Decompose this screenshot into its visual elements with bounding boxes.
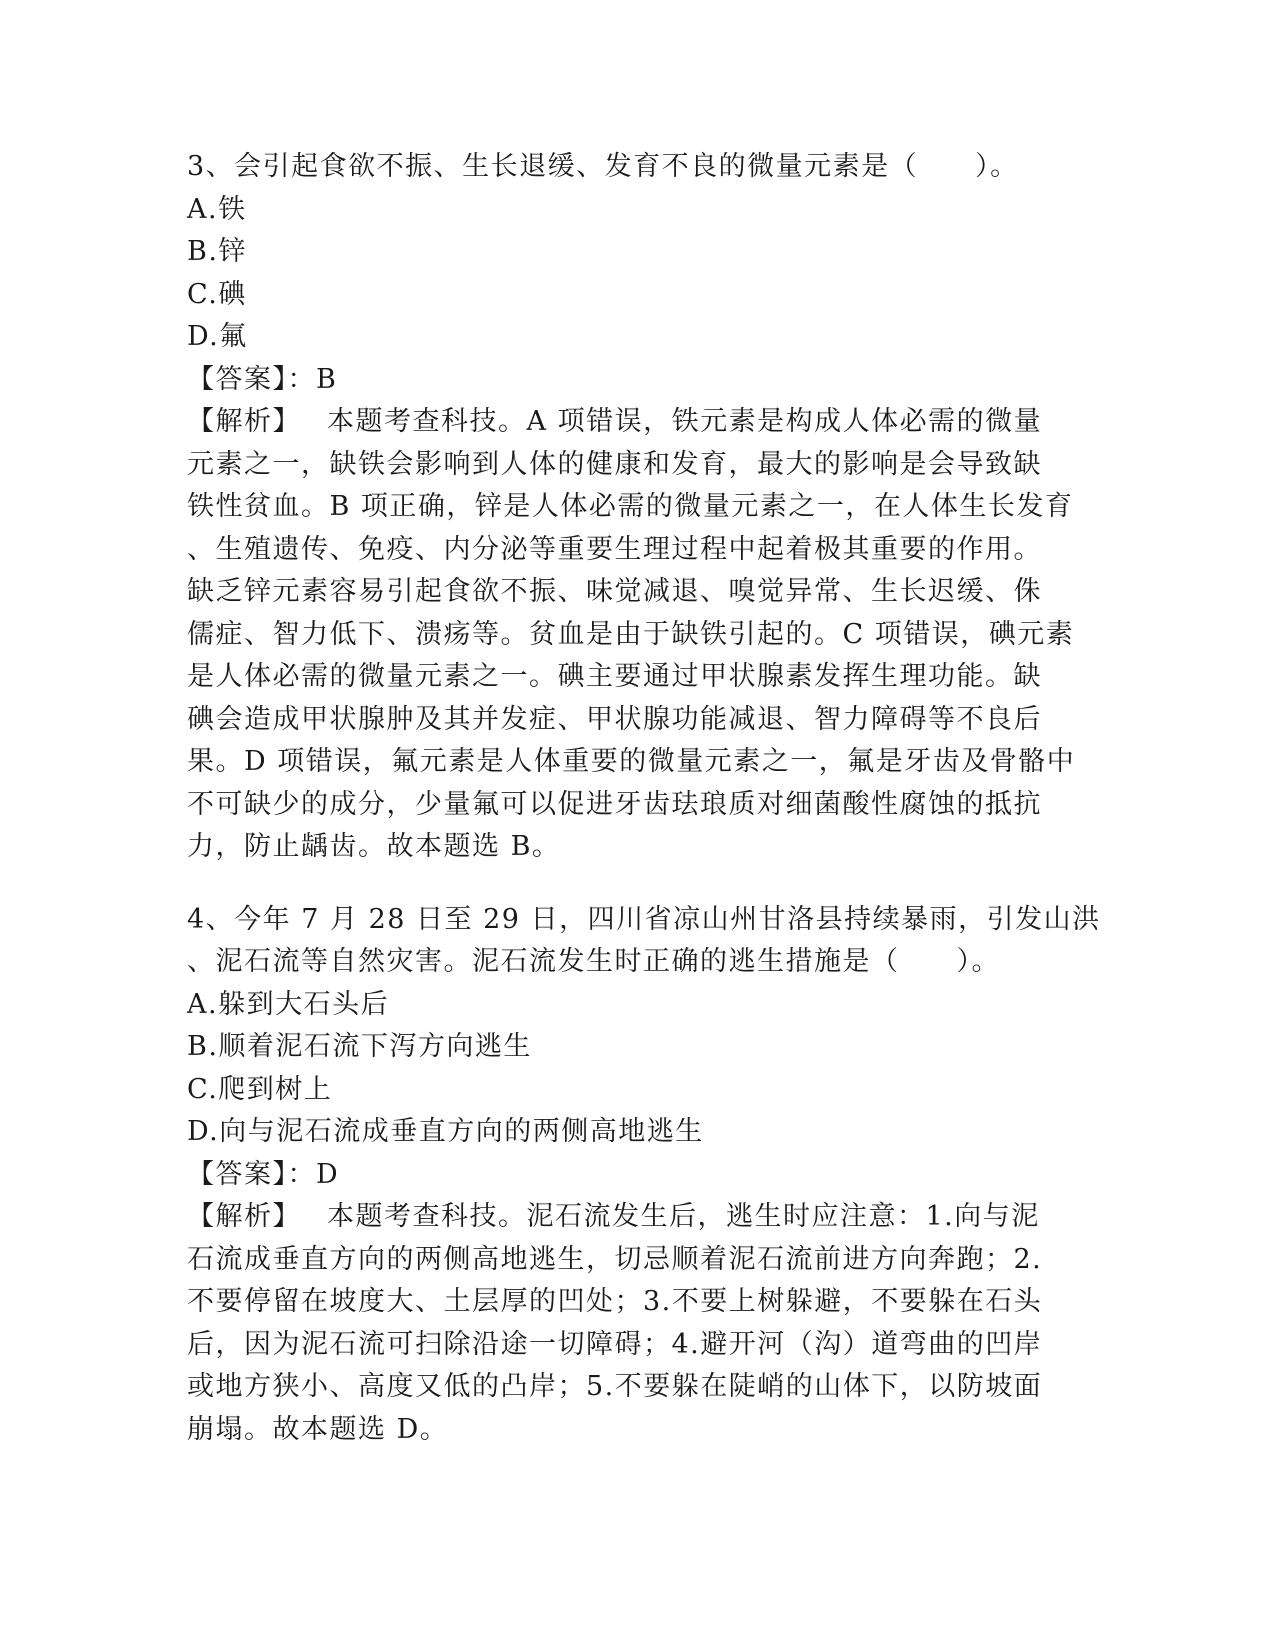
- analysis-line: 石流成垂直方向的两侧高地逃生，切忌顺着泥石流前进方向奔跑；2.: [187, 1243, 1043, 1275]
- question-stem: 3、会引起食欲不振、生长退缓、发育不良的微量元素是（ ）。: [187, 151, 1019, 182]
- option-a: A.铁: [187, 193, 247, 225]
- analysis-line: 力，防止龋齿。故本题选 B。: [187, 831, 561, 862]
- question-stem: 、泥石流等自然灾害。泥石流发生时正确的逃生措施是（ ）。: [187, 946, 1000, 977]
- question-3: [187, 146, 1087, 869]
- analysis-text: 本题考查科技。A 项错误，铁元素是构成人体必需的微量: [327, 406, 1043, 437]
- analysis-line: 不要停留在坡度大、土层厚的凹处；3.不要上树躲避，不要躲在石头: [187, 1286, 1043, 1317]
- answer-line: [187, 1154, 1087, 1197]
- analysis-line: 、生殖遗传、免疫、内分泌等重要生理过程中起着极其重要的作用。: [187, 533, 1042, 565]
- analysis-line: 后，因为泥石流可扫除沿途一切障碍；4.避开河（沟）道弯曲的凹岸: [187, 1328, 1043, 1360]
- analysis-line: 果。D 项错误，氟元素是人体重要的微量元素之一，氟是牙齿及骨骼中: [187, 746, 1076, 777]
- question-stem: 4、今年 7 月 28 日至 29 日，四川省凉山州甘洛县持续暴雨，引发山洪: [187, 903, 1101, 935]
- answer-value: B: [316, 363, 338, 395]
- analysis-line: 碘会造成甲状腺肿及其并发症、甲状腺功能减退、智力障碍等不良后: [187, 703, 1042, 735]
- option-c: C.爬到树上: [187, 1073, 333, 1105]
- question-spacer: [187, 869, 1087, 899]
- option-a: A.躲到大石头后: [187, 988, 390, 1020]
- analysis-line: 儒症、智力低下、溃疡等。贫血是由于缺铁引起的。C 项错误，碘元素: [187, 618, 1075, 650]
- analysis-line: 是人体必需的微量元素之一。碘主要通过甲状腺素发挥生理功能。缺: [187, 661, 1042, 692]
- document-page: [187, 146, 1101, 1451]
- analysis-line: 元素之一，缺铁会影响到人体的健康和发育，最大的影响是会导致缺: [187, 448, 1042, 480]
- analysis-line: [187, 401, 1087, 444]
- analysis-label: 【解析】: [187, 406, 301, 437]
- analysis-line: 不可缺少的成分，少量氟可以促进牙齿珐琅质对细菌酸性腐蚀的抵抗: [187, 788, 1042, 820]
- analysis-line: [187, 1196, 1087, 1239]
- answer-label: 【答案】：: [187, 363, 316, 395]
- analysis-line: 缺乏锌元素容易引起食欲不振、味觉减退、嗅觉异常、生长迟缓、侏: [187, 576, 1042, 607]
- question-4: [187, 899, 1101, 1452]
- analysis-line: 铁性贫血。B 项正确，锌是人体必需的微量元素之一，在人体生长发育: [187, 491, 1074, 522]
- answer-line: [187, 359, 1087, 402]
- analysis-line: 或地方狭小、高度又低的凸岸；5.不要躲在陡峭的山体下，以防坡面: [187, 1371, 1043, 1402]
- answer-value: D: [316, 1158, 340, 1190]
- option-d: D.氟: [187, 321, 248, 352]
- analysis-text: 本题考查科技。泥石流发生后，逃生时应注意：1.向与泥: [327, 1201, 1040, 1232]
- analysis-label: 【解析】: [187, 1201, 301, 1232]
- option-b: B.锌: [187, 236, 247, 267]
- option-c: C.碘: [187, 278, 247, 310]
- option-d: D.向与泥石流成垂直方向的两侧高地逃生: [187, 1116, 704, 1147]
- analysis-line: 崩塌。故本题选 D。: [187, 1413, 449, 1445]
- answer-label: 【答案】：: [187, 1158, 316, 1190]
- option-b: B.顺着泥石流下泻方向逃生: [187, 1031, 532, 1062]
